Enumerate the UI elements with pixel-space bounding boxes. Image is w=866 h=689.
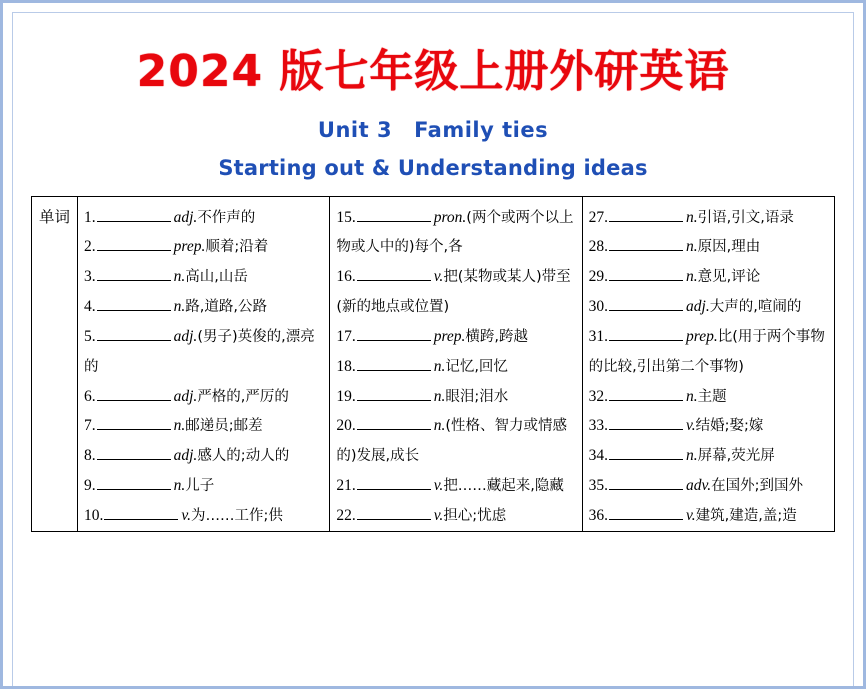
list-item xyxy=(84,411,323,441)
entry-pos: adj. xyxy=(173,387,198,405)
unit-heading xyxy=(31,118,835,142)
entry-pos: adj. xyxy=(686,298,710,316)
entry-meaning: 担心;忧虑 xyxy=(443,507,507,524)
entry-number: 10. xyxy=(84,506,104,524)
list-item xyxy=(336,382,575,412)
answer-blank[interactable] xyxy=(609,504,683,520)
entry-pos: adj. xyxy=(173,327,198,345)
entry-pos: prep. xyxy=(173,238,206,256)
unit-title: Family ties xyxy=(414,117,549,142)
answer-blank[interactable] xyxy=(104,504,178,520)
answer-blank[interactable] xyxy=(609,206,683,222)
entry-pos: v. xyxy=(433,506,444,524)
answer-blank[interactable] xyxy=(357,475,431,491)
entry-meaning: 把(某物或某人)带至(新的地点或位置) xyxy=(336,269,571,316)
entry-number: 8. xyxy=(84,447,96,465)
list-item xyxy=(84,382,323,412)
list-item xyxy=(336,411,575,471)
entry-meaning: 结婚;娶;嫁 xyxy=(695,418,764,435)
entry-pos: n. xyxy=(173,477,186,495)
entry-number: 3. xyxy=(84,268,96,286)
answer-blank[interactable] xyxy=(97,266,171,282)
entry-number: 1. xyxy=(84,208,96,226)
list-item xyxy=(84,292,323,322)
entry-number: 29. xyxy=(588,268,609,286)
entry-pos: n. xyxy=(173,298,186,316)
entry-meaning: 在国外;到国外 xyxy=(711,478,804,495)
entry-meaning: 意见,评论 xyxy=(697,269,761,286)
entry-number: 19. xyxy=(336,387,356,405)
entry-pos: n. xyxy=(433,417,446,435)
answer-blank[interactable] xyxy=(357,385,431,401)
page-title: 2024 版七年级上册外研英语 xyxy=(136,46,730,97)
entry-meaning: 路,道路,公路 xyxy=(185,299,267,316)
list-item xyxy=(589,292,828,322)
entry-meaning: (性格、智力或情感的)发展,成长 xyxy=(336,418,567,465)
entry-meaning: 原因,理由 xyxy=(697,239,761,256)
entry-meaning: 为……工作;供 xyxy=(190,507,283,524)
answer-blank[interactable] xyxy=(357,355,431,371)
list-item xyxy=(84,232,323,262)
entry-pos: n. xyxy=(433,387,446,405)
entry-meaning: 记忆,回忆 xyxy=(445,358,508,375)
entry-meaning: 屏幕,荧光屏 xyxy=(697,448,775,465)
answer-blank[interactable] xyxy=(357,325,431,341)
list-item xyxy=(589,322,828,382)
entry-meaning: 眼泪;泪水 xyxy=(445,388,509,405)
answer-blank[interactable] xyxy=(357,206,431,222)
entry-number: 9. xyxy=(84,477,96,495)
list-item xyxy=(84,322,323,382)
table-row xyxy=(32,196,835,531)
list-item xyxy=(589,232,828,262)
entry-pos: v. xyxy=(433,477,444,495)
entry-number: 20. xyxy=(336,417,356,435)
entry-pos: adj. xyxy=(173,208,198,226)
entry-pos: prep. xyxy=(686,327,718,345)
list-item xyxy=(336,501,575,531)
entry-number: 2. xyxy=(84,238,96,256)
answer-blank[interactable] xyxy=(97,206,171,222)
answer-blank[interactable] xyxy=(609,475,683,491)
answer-blank[interactable] xyxy=(609,385,683,401)
entry-pos: v. xyxy=(686,417,696,435)
list-item xyxy=(84,441,323,471)
entry-meaning: (男子)英俊的,漂亮的 xyxy=(84,328,315,375)
answer-blank[interactable] xyxy=(609,296,683,312)
list-item xyxy=(336,262,575,322)
entry-meaning: 建筑,建造,盖;造 xyxy=(695,507,797,524)
list-item xyxy=(589,441,828,471)
answer-blank[interactable] xyxy=(97,325,171,341)
entry-pos: adj. xyxy=(173,447,198,465)
entry-pos: pron. xyxy=(433,208,467,226)
answer-blank[interactable] xyxy=(357,504,431,520)
entry-meaning: 不作声的 xyxy=(197,209,256,226)
entry-number: 27. xyxy=(588,208,609,226)
entry-pos: n. xyxy=(433,357,446,375)
entry-number: 28. xyxy=(588,238,609,256)
entry-meaning: 感人的;动人的 xyxy=(197,448,290,465)
entry-meaning: 主题 xyxy=(697,388,727,405)
entry-pos: n. xyxy=(686,208,698,226)
entry-meaning: 顺着;沿着 xyxy=(205,239,269,256)
entry-number: 18. xyxy=(336,357,356,375)
entry-number: 6. xyxy=(84,387,96,405)
entry-meaning: 邮递员;邮差 xyxy=(185,418,263,435)
entry-number: 7. xyxy=(84,417,96,435)
list-item xyxy=(336,322,575,352)
answer-blank[interactable] xyxy=(357,266,431,282)
list-item xyxy=(589,471,828,501)
entry-pos: n. xyxy=(173,417,186,435)
entry-number: 35. xyxy=(588,477,609,495)
list-item xyxy=(589,203,828,233)
list-item xyxy=(336,352,575,382)
answer-blank[interactable] xyxy=(97,296,171,312)
entry-number: 15. xyxy=(336,208,356,226)
answer-blank[interactable] xyxy=(609,236,683,252)
vocabulary-column-2 xyxy=(330,196,582,531)
answer-blank[interactable] xyxy=(97,385,171,401)
entry-meaning: 严格的,严厉的 xyxy=(197,388,289,405)
entry-number: 31. xyxy=(588,327,609,345)
row-label-cell xyxy=(32,196,78,531)
entry-pos: v. xyxy=(686,506,696,524)
list-item xyxy=(84,203,323,233)
list-item xyxy=(589,382,828,412)
entry-pos: v. xyxy=(181,506,191,524)
list-item xyxy=(589,501,828,531)
entry-number: 36. xyxy=(588,506,609,524)
entry-meaning: 把……藏起来,隐藏 xyxy=(443,478,564,495)
entry-meaning: 引语,引文,语录 xyxy=(697,209,794,226)
entry-meaning: (两个或两个以上物或人中的)每个,各 xyxy=(336,209,574,256)
entry-number: 17. xyxy=(336,327,356,345)
answer-blank[interactable] xyxy=(609,445,683,461)
entry-meaning: 横跨,跨越 xyxy=(465,328,529,345)
entry-meaning: 高山,山岳 xyxy=(185,269,248,286)
list-item xyxy=(336,471,575,501)
entry-number: 30. xyxy=(588,298,609,316)
entry-pos: n. xyxy=(686,268,698,286)
row-label: 单词 xyxy=(38,208,70,226)
page-content xyxy=(3,3,863,532)
vocabulary-table xyxy=(31,196,835,532)
answer-blank[interactable] xyxy=(609,415,683,431)
entry-pos: v. xyxy=(433,268,444,286)
answer-blank[interactable] xyxy=(97,415,171,431)
answer-blank[interactable] xyxy=(357,415,431,431)
list-item xyxy=(84,501,323,531)
entry-pos: n. xyxy=(686,447,698,465)
entry-number: 4. xyxy=(84,298,96,316)
list-item xyxy=(589,262,828,292)
answer-blank[interactable] xyxy=(97,445,171,461)
list-item xyxy=(336,203,575,263)
list-item xyxy=(84,471,323,501)
answer-blank[interactable] xyxy=(609,325,683,341)
list-item xyxy=(84,262,323,292)
entry-number: 21. xyxy=(336,477,356,495)
entry-pos: n. xyxy=(686,387,698,405)
entry-number: 22. xyxy=(336,506,356,524)
unit-label: Unit 3 xyxy=(317,117,393,142)
vocabulary-column-1 xyxy=(78,196,330,531)
entry-meaning: 比(用于两个事物的比较,引出第二个事物) xyxy=(588,328,825,375)
vocabulary-column-3 xyxy=(582,196,834,531)
answer-blank[interactable] xyxy=(97,236,171,252)
entry-number: 5. xyxy=(84,327,96,345)
entry-number: 32. xyxy=(588,387,609,405)
answer-blank[interactable] xyxy=(97,475,171,491)
list-item xyxy=(589,411,828,441)
section-heading: Starting out & Understanding ideas xyxy=(218,155,648,180)
answer-blank[interactable] xyxy=(609,266,683,282)
entry-pos: n. xyxy=(173,268,186,286)
entry-pos: n. xyxy=(686,238,698,256)
entry-pos: prep. xyxy=(433,327,466,345)
entry-meaning: 大声的,喧闹的 xyxy=(709,299,802,316)
entry-number: 16. xyxy=(336,268,356,286)
entry-number: 33. xyxy=(588,417,609,435)
entry-number: 34. xyxy=(588,447,609,465)
entry-meaning: 儿子 xyxy=(185,478,215,495)
entry-pos: adv. xyxy=(686,477,712,495)
